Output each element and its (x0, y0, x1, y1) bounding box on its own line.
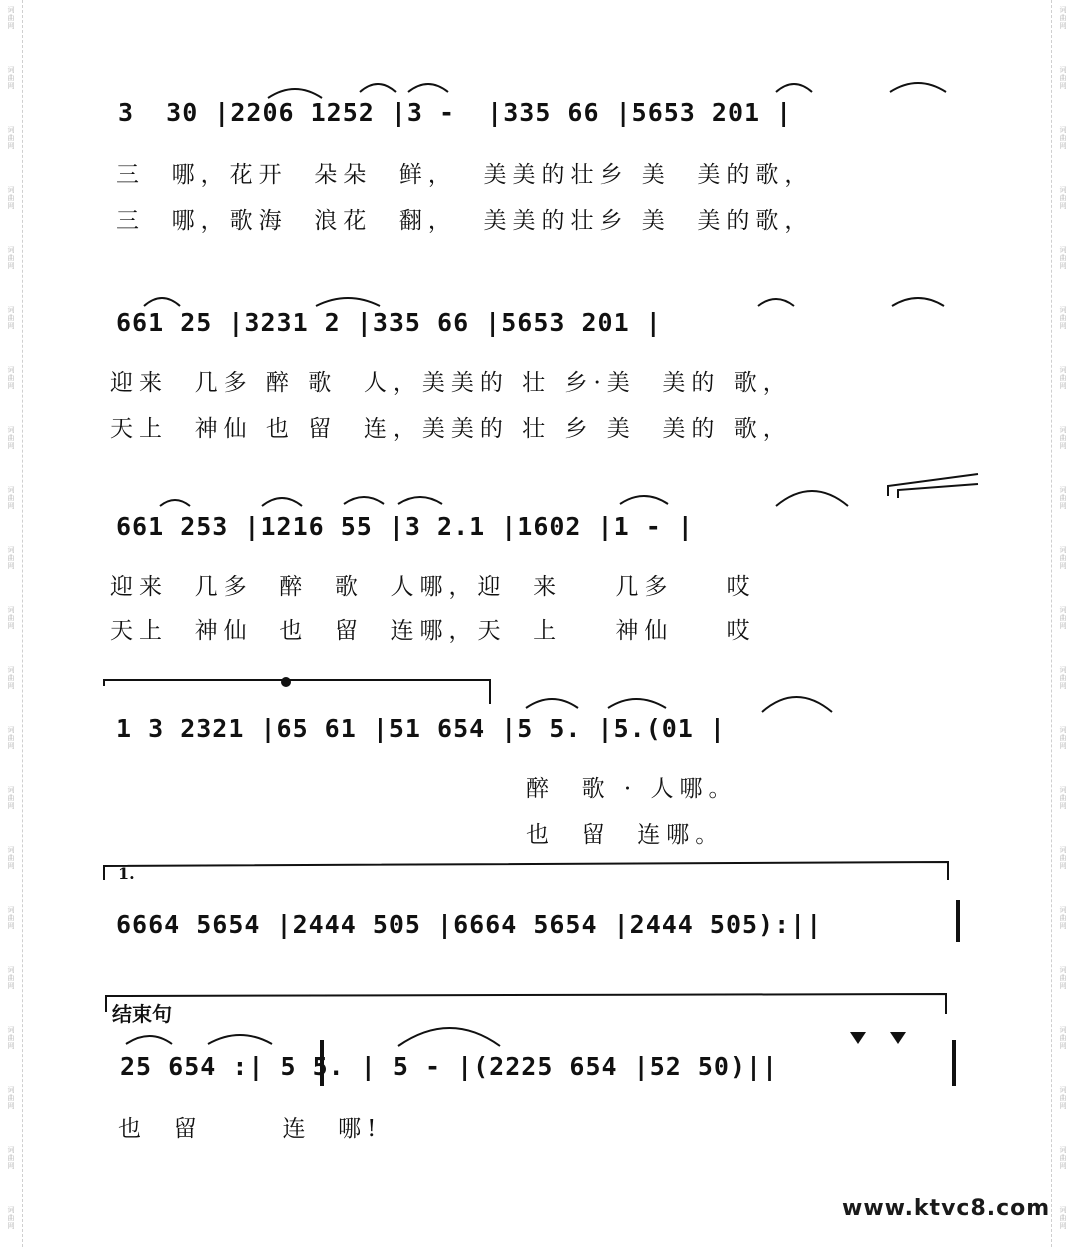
watermark-mark: 词 曲 网 (1059, 126, 1067, 150)
lyric-row-6: 也 留 连 哪! (118, 1116, 383, 1142)
brackets (104, 474, 978, 1014)
watermark-mark: 词 曲 网 (7, 1026, 15, 1050)
watermark-mark: 词 曲 网 (7, 1086, 15, 1110)
watermark-mark: 词 曲 网 (1059, 1206, 1067, 1230)
lyric-row-1-verse-1: 三 哪，花开 朵朵 鲜， 美美的壮乡 美 美的歌， (116, 162, 814, 188)
notation-row-3: 661 253 |1216 55 |3 2.1 |1602 |1 - | (116, 512, 694, 541)
accent-marks (281, 677, 906, 1044)
notation-row-1: 3 30 |2206 1252 |3 - |335 66 |5653 201 | (118, 98, 793, 127)
final-barlines (322, 900, 958, 1086)
watermark-mark: 词 曲 网 (7, 666, 15, 690)
notation-row-5: 6664 5654 |2444 505 |6664 5654 |2444 505):|| (116, 910, 823, 939)
notation-row-4: 1 3 2321 |65 61 |51 654 |5 5. |5.(01 | (116, 714, 726, 743)
watermark-mark: 词 曲 网 (1059, 186, 1067, 210)
watermark-mark: 词 曲 网 (7, 1146, 15, 1170)
watermark-mark: 词 曲 网 (7, 186, 15, 210)
lyric-row-2-verse-1: 迎来 几多 醉 歌 人，美美的 壮 乡·美 美的 歌， (110, 370, 792, 396)
ending-label: 结束句 (112, 1002, 172, 1026)
lyric-row-4-verse-1: 醉 歌 · 人哪。 (526, 776, 738, 802)
watermark-mark: 词 曲 网 (1059, 66, 1067, 90)
watermark-mark: 词 曲 网 (7, 786, 15, 810)
watermark-mark: 词 曲 网 (1059, 966, 1067, 990)
watermark-mark: 词 曲 网 (7, 486, 15, 510)
watermark-mark: 词 曲 网 (7, 306, 15, 330)
watermark-mark: 词 曲 网 (1059, 1146, 1067, 1170)
watermark-mark: 词 曲 网 (7, 846, 15, 870)
watermark-mark: 词 曲 网 (1059, 726, 1067, 750)
watermark-mark: 词 曲 网 (1059, 6, 1067, 30)
lyric-row-3-verse-1: 迎来 几多 醉 歌 人哪，迎 来 几多 哎 (110, 574, 756, 600)
watermark-mark: 词 曲 网 (1059, 486, 1067, 510)
watermark-mark: 词 曲 网 (1059, 366, 1067, 390)
watermark-mark: 词 曲 网 (7, 246, 15, 270)
watermark-mark: 词 曲 网 (1059, 546, 1067, 570)
watermark-mark: 词 曲 网 (1059, 606, 1067, 630)
notation-row-2: 661 25 |3231 2 |335 66 |5653 201 | (116, 308, 662, 337)
watermark-mark: 词 曲 网 (7, 606, 15, 630)
footer-url: www.ktvc8.com (842, 1196, 1051, 1221)
lyric-row-1-verse-2: 三 哪，歌海 浪花 翻， 美美的壮乡 美 美的歌， (116, 208, 814, 234)
notation-row-6: 25 654 :| 5 5. | 5 - |(2225 654 |52 50)|| (120, 1052, 779, 1081)
watermark-mark: 词 曲 网 (1059, 906, 1067, 930)
lyric-row-3-verse-2: 天上 神仙 也 留 连哪，天 上 神仙 哎 (110, 618, 756, 644)
lyric-row-4-verse-2: 也 留 连哪。 (526, 822, 725, 848)
watermark-mark: 词 曲 网 (7, 726, 15, 750)
watermark-mark: 词 曲 网 (1059, 786, 1067, 810)
watermark-mark: 词 曲 网 (7, 546, 15, 570)
watermark-mark: 词 曲 网 (1059, 846, 1067, 870)
watermark-mark: 词 曲 网 (1059, 666, 1067, 690)
watermark-mark: 词 曲 网 (1059, 1026, 1067, 1050)
watermark-mark: 词 曲 网 (7, 6, 15, 30)
watermark-mark: 词 曲 网 (1059, 1086, 1067, 1110)
slurs (126, 83, 946, 1046)
watermark-mark: 词 曲 网 (7, 1206, 15, 1230)
watermark-mark: 词 曲 网 (7, 906, 15, 930)
watermark-mark: 词 曲 网 (1059, 306, 1067, 330)
watermark-mark: 词 曲 网 (7, 426, 15, 450)
watermark-mark: 词 曲 网 (7, 966, 15, 990)
watermark-mark: 词 曲 网 (1059, 246, 1067, 270)
lyric-row-2-verse-2: 天上 神仙 也 留 连，美美的 壮 乡 美 美的 歌， (110, 416, 792, 442)
watermark-mark: 词 曲 网 (1059, 426, 1067, 450)
watermark-mark: 词 曲 网 (7, 126, 15, 150)
watermark-mark: 词 曲 网 (7, 366, 15, 390)
watermark-mark: 词 曲 网 (7, 66, 15, 90)
volta-label: 1. (118, 864, 135, 883)
